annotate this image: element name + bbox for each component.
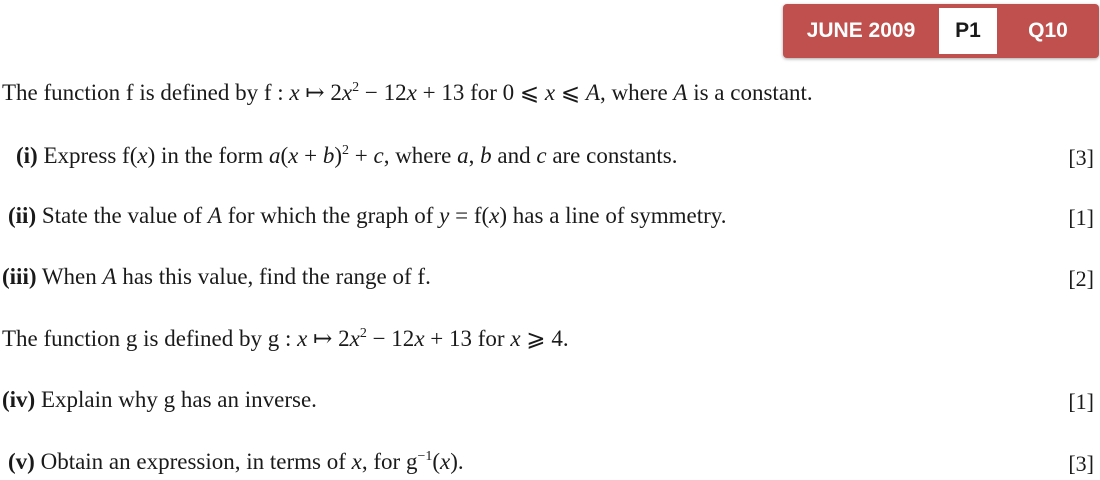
- question-part-ii: (ii) State the value of A for which the graph of y = f(x) has a line of symmetry.: [8, 203, 727, 228]
- marks-part-v: [3]: [1068, 451, 1094, 476]
- question-part-iii: (iii) When A has this value, find the range of f.: [2, 264, 431, 289]
- question-number-label: Q10: [1028, 19, 1068, 42]
- function-f-definition: The function f is defined by f : x ↦ $2x^2 - 12x + 13$ for 0 ⩽ x ⩽ A, where A is a constant.: [2, 80, 813, 105]
- question-part-i: (i) Express f(x) in the form $a(x + b)^2 + c$, where a, b and c are constants.: [16, 143, 678, 168]
- question-part-v: (v) Obtain an expression, in terms of x, for $g^{-1}(x)$.: [8, 449, 464, 474]
- marks-part-i: [3]: [1068, 145, 1094, 170]
- question-part-iv: (iv) Explain why g has an inverse.: [2, 387, 317, 412]
- paper-number-label: P1: [939, 8, 997, 54]
- part-label: (ii): [8, 203, 37, 228]
- marks-part-ii: [1]: [1068, 205, 1094, 230]
- question-badge: [783, 4, 1099, 58]
- exam-date-label: JUNE 2009: [806, 19, 916, 42]
- marks-part-iii: [2]: [1068, 266, 1094, 291]
- part-label: (iii): [2, 264, 37, 289]
- part-label: (i): [16, 143, 38, 168]
- function-g-definition: The function g is defined by g : x ↦ $2x^2 - 12x + 13$ for x ⩾ 4.: [2, 326, 569, 351]
- part-label: (v): [8, 449, 35, 474]
- part-label: (iv): [2, 387, 36, 412]
- marks-part-iv: [1]: [1068, 389, 1094, 414]
